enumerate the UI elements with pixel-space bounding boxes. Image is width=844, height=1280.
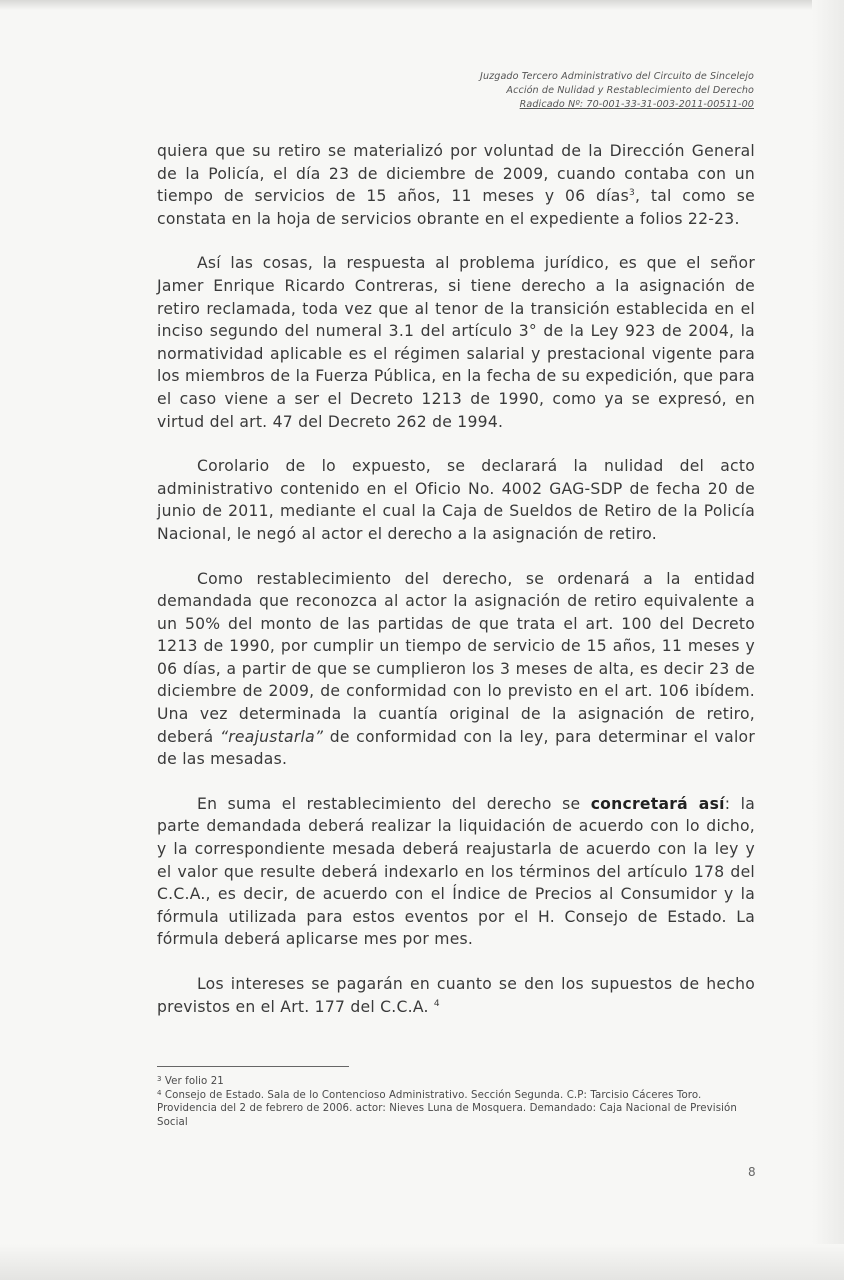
paragraph-5-bold: concretará así	[590, 794, 725, 813]
footnote-4	[157, 1089, 757, 1130]
scan-edge-bottom	[0, 1244, 844, 1280]
paragraph-2: Así las cosas, la respuesta al problema jurídico, es que el señor Jamer Enrique Ricardo Contreras, si tiene derecho a la asignación de retiro reclamada, toda vez que al tenor de la transición establecida en el inciso segundo del numeral 3.1 del artículo 3° de la Ley 923 de 2004, la normatividad aplicable es el régimen salarial y prestacional vigente para los miembros de la Fuerza Pública, en la fecha de su expedición, que para el caso viene a ser el Decreto 1213 de 1990, como ya se expresó, en virtud del art. 47 del Decreto 262 de 1994.	[157, 254, 755, 431]
paragraph-3: Corolario de lo expuesto, se declarará la nulidad del acto administrativo contenido en el Oficio No. 4002 GAG-SDP de fecha 20 de junio de 2011, mediante el cual la Caja de Sueldos de Retiro de la Policía Nacional, le negó al actor el derecho a la asignación de retiro.	[157, 457, 755, 543]
header-radicado: Radicado Nº: 70-001-33-31-003-2011-00511-00	[519, 99, 754, 110]
paragraph-4-text: Como restablecimiento del derecho, se ordenará a la entidad demandada que reconozca al actor la asignación de retiro equivalente a un 50% del monto de las partidas de que trata el art. 100 del Decreto 1213 de 1990, por cumplir un tiempo de servicio de 15 años, 11 meses y 06 días, a partir de que se cumplieron los 3 meses de alta, es decir 23 de diciembre de 2009, de conformidad con lo previsto en el art. 106 ibídem. Una vez determinada la cuantía original de la asignación de retiro, deberá	[157, 569, 755, 746]
paragraph-4	[157, 568, 755, 771]
paragraph-1	[157, 140, 755, 230]
running-header	[480, 70, 754, 112]
footnote-separator	[157, 1066, 349, 1067]
header-action: Acción de Nulidad y Restablecimiento del Derecho	[506, 85, 754, 96]
footnote-ref-3: 3	[628, 188, 635, 199]
footnote-3	[157, 1075, 757, 1089]
paragraph-4-text-after: de conformidad con la ley, para determinar el valor de las mesadas.	[157, 727, 755, 769]
scan-edge-right	[812, 0, 844, 1280]
body-text	[157, 140, 755, 1018]
footnotes	[157, 1075, 757, 1129]
paragraph-5	[157, 793, 755, 951]
paragraph-6-text: Los intereses se pagarán en cuanto se den los supuestos de hecho previstos en el Art. 177 del C.C.A.	[157, 975, 755, 1016]
paragraph-4-italic: “reajustarla”	[219, 727, 324, 746]
paragraph-1-text-after: , tal como se constata en la hoja de servicios obrante en el expediente a folios 22-23.	[157, 187, 755, 228]
paragraph-5-text-after: : la parte demandada deberá realizar la liquidación de acuerdo con lo dicho, y la correspondiente mesada deberá reajustarla de acuerdo con la ley y el valor que resulte deberá indexarlo en los términos del artículo 178 del C.C.A., es decir, de acuerdo con el Índice de Precios al Consumidor y la fórmula utilizada para estos eventos por el H. Consejo de Estado. La fórmula deberá aplicarse mes por mes.	[157, 794, 755, 949]
scan-edge-top	[0, 0, 844, 10]
footnote-4-number: 4	[157, 1088, 162, 1097]
footnote-ref-4: 4	[433, 998, 440, 1009]
footnote-4-text: Consejo de Estado. Sala de lo Contencioso Administrativo. Sección Segunda. C.P: Tarcisio Cáceres Toro. Providencia del 2 de febrero de 2006. actor: Nieves Luna de Mosquera. Demandado: Caja Nacional de Previsión Social	[157, 1089, 737, 1128]
paragraph-5-text: En suma el restablecimiento del derecho se	[197, 794, 591, 813]
footnote-3-text: Ver folio 21	[161, 1076, 224, 1087]
paragraph-1-text: quiera que su retiro se materializó por voluntad de la Dirección General de la Policía, el día 23 de diciembre de 2009, cuando contaba con un tiempo de servicios de 15 años, 11 meses y 06 días	[157, 142, 755, 206]
page-number: 8	[748, 1165, 756, 1179]
paragraph-6	[157, 973, 755, 1018]
header-court: Juzgado Tercero Administrativo del Circuito de Sincelejo	[480, 71, 754, 82]
footnote-3-number: 3	[157, 1075, 162, 1083]
